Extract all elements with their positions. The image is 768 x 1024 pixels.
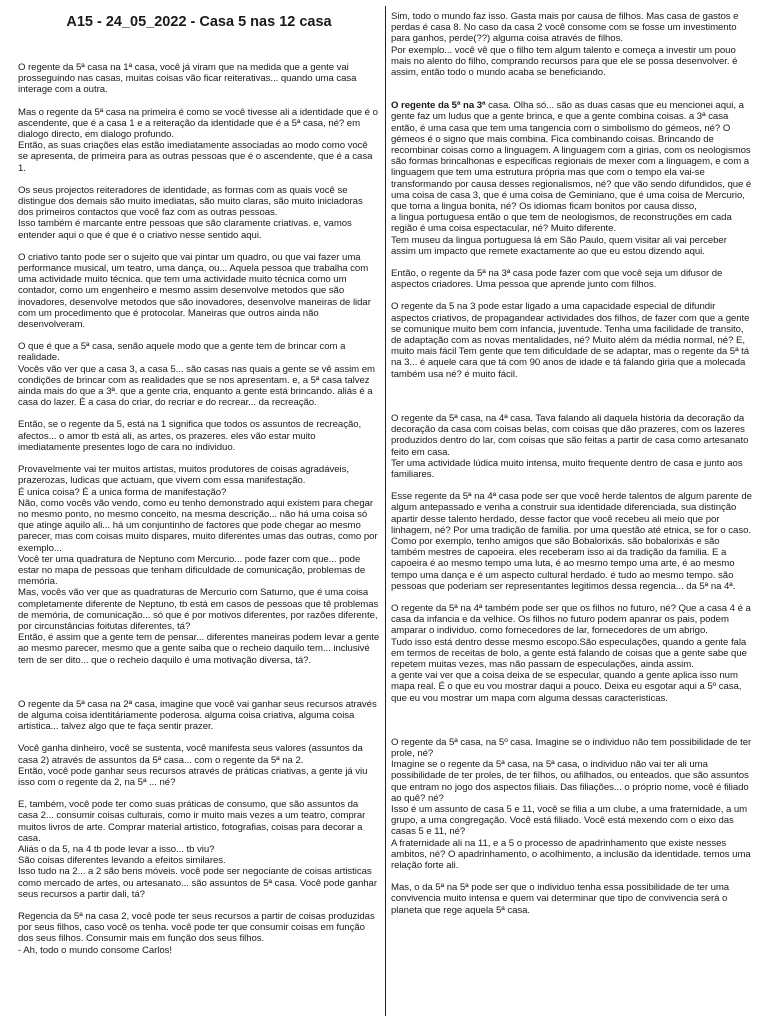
- paragraph: O regente da 5ª na 4ª também pode ser que os filhos no futuro, né? Que a casa 4 é a casa da infancia e da velhice. Os filhos no futuro podem apanrar os pais, podem amparar o individuo. como fornecedores de lar, fornecedores de um abrigo.: [391, 602, 751, 637]
- paragraph: Não, como vocês vão vendo, como eu tenho demonstrado aqui existem para chegar no mesmo ponto, no mesmo conceito, na mesma descrição... não há uma coisa só que atinge aquilo ali... há um conjuntinho de factores que pode chegar ao mesmo parecer, mas com coisas muito dispares, muito diferentes umas das outras, como por exemplo...: [18, 497, 378, 554]
- paragraph: A fraternidade ali na 11, e a 5 o processo de apadrinhamento que existe nesses ambitos, né? O apadrinhamento, o acolhimento, a inclusão da identidade. temos uma relação forte ali.: [391, 837, 751, 871]
- paragraph: a gente vai ver que a coisa deixa de se especular, quando a gente aplica isso num mapa real. É o que eu vou mostrar daqui a pouco. Deixa eu esgotar aqui a 5º casa, que eu vou mostrar um mapa com alguma dessas caracteristicas.: [391, 670, 742, 704]
- paragraph: Então, você pode ganhar seus recursos através de práticas criativas, a gente já viu isso com o regente da 2, na 5ª ... né?: [18, 765, 368, 788]
- paragraph: Tem museu da lingua portuguesa lá em São Paulo, quem visitar ali vai perceber assim um impacto que remete exactamente ao que eu estou dizendo aqui.: [391, 234, 727, 257]
- paragraph: Mas o regente da 5ª casa na primeira é como se você tivesse ali a identidade que é o ascendente, que é a casa 1 e a reiteração da identidade que é a 5ª casa, né? em dialogo directo, em dialogo profundo.: [18, 106, 378, 141]
- paragraph: Ter uma actividade lúdica muito intensa, muito frequente dentro de casa e junto aos familiares.: [391, 457, 743, 480]
- paragraph: Então, o regente da 5ª na 3ª casa pode fazer com que você seja um difusor de aspectos criadores. Uma pessoa que aprende junto com filhos.: [391, 268, 723, 291]
- paragraph: Por exemplo... você vê que o filho tem algum talento e começa a investir um pouo mais no alento do filho, comprando recursos para que ele se possa desenvolver. é assim, então todo o mundo acaba se beneficiando.: [391, 44, 738, 79]
- paragraph: Esse regente da 5ª na 4ª casa pode ser que você herde talentos de algum parente de algum antepassado e venha a construir sua identidade diferenciada, sua distinção apartir desse talento herdado, desse factor que você recebeu ali meio que por linhagem, né? Por uma tradição de familia. por uma questão até etnica, se for o caso. Como por exemplo, tenho amigos que são Bobalorixás. são bobalorixás e são também mestres de capoeira. eles receberam isso ai da tradição da familia. E a capoeira é ao mesmo tempo uma luta, é ao mesmo tempo uma arte, é ao mesmo tempo uma dança e é um aspecto cultural herdado. é tudo ao mesmo tempo. são pessoas que poderiam ser representantes legitimos dessa regencia... da 5ª na 4ª.: [391, 491, 752, 592]
- right-column: [391, 11, 753, 1014]
- paragraph: Então, é assim que a gente tem de pensar... diferentes maneiras podem levar a gente ao mesmo parecer, mesmo que a gente saiba que o recheio daquilo tem... inclusivé tem de ser dito... que o recheio daquilo é uma motivação diversa, tá?.: [18, 632, 380, 666]
- paragraph: Provavelmente vai ter muitos artistas, muitos produtores de coisas agradáveis, prazerozas, ludicas que actuam, que vivem com essa manifestação.: [18, 464, 349, 487]
- paragraph: São coisas diferentes levando a efeitos similares.: [18, 855, 226, 867]
- paragraph: O criativo tanto pode ser o sujeito que vai pintar um quadro, ou que vai fazer uma performance musical, um teatro, uma dança, ou... Aquela pessoa que trabalha com uma actividade muito técnica. que tem uma actividade muito técnica como um contador, como um engenheiro e mesmo assim desenvolve metodos que são inovadores, desenvolve metodos que são inovadores, desenvolve maneiras de lidar com um procedimento que é protocolar. Maneiras que outros ainda não desenvolveram.: [18, 251, 371, 331]
- paragraph: Sim, todo o mundo faz isso. Gasta mais por causa de filhos. Mas casa de gastos e perdas é casa 8. No caso da casa 2 você consome com se fosse um investimento para ganhos, perde(??) alguma coisa através de filhos.: [391, 11, 739, 45]
- column-divider: [385, 6, 386, 1016]
- paragraph: Tudo isso está dentro desse mesmo escopo.São especulações, quando a gente fala em termos de receitas de bolo, a gente está falando de coisas que a gente sabe que repetem muitas vezes, mas não passam de especulações, ainda assim.: [391, 636, 747, 670]
- paragraph: E, também, você pode ter como suas práticas de consumo, que são assuntos da casa 2... consumir coisas culturais, como ir muito mais vezes a um teatro, comprar muitos livros de arte. Comprar material artistico, fotografias, coisas para decorar a casa.: [18, 799, 366, 844]
- paragraph: É unica coisa? É a unica forma de manifestação?: [18, 486, 227, 498]
- paragraph: Então, se o regente da 5, está na 1 significa que todos os assuntos de recreação, afectos... o amor tb está ali, as artes, os prazeres. eles vão estar muito imediatamente presentes logo de cara no individuo.: [18, 419, 362, 453]
- paragraph: O que é que a 5ª casa, senão aquele modo que a gente tem de brincar com a realidade.: [18, 341, 346, 364]
- paragraph: Então, as suas criações elas estão imediatamente associadas ao modo como você se apresenta, de primeira para as outras pessoas que é o ascendente, que é a casa 1.: [18, 140, 373, 174]
- paragraph: Você ter uma quadratura de Neptuno com Mercurio... pode fazer com que... pode estar no mapa de pessoas que tenham dificuldade de comunicação, problemas de memória.: [18, 553, 366, 588]
- paragraph: O regente da 5ª casa, na 5º casa. Imagine se o individuo não tem possibilidade de ter prole, né?: [391, 736, 752, 759]
- paragraph: O regente da 5ª casa na 1ª casa, você já viram que na medida que a gente vai prosseguindo nas casas, muitas coisas vão ficar reiterativas... quando uma casa interage com a outra.: [18, 62, 357, 96]
- paragraph: O regente da 5ª casa na 2ª casa, imagine que você vai ganhar seus recursos através de alguma coisa identitáriamente poderosa. alguma coisa criativa, alguma coisa artistica... talvez algo que te faça sentir prazer.: [18, 698, 377, 733]
- paragraph: Mas, vocês vão ver que as quadraturas de Mercurio com Saturno, que é uma coisa completamente diferente de Neptuno, tb está em casos de pessoas que tê problemas de memória, de comunicação... só que é por motivos diferentes, por razões diferente, por circunstâncias foitutas diferentes, tá?: [18, 587, 379, 632]
- paragraph: Aliás o da 5, na 4 tb pode levar a isso... tb viu?: [18, 843, 215, 855]
- paragraph: Imagine se o regente da 5ª casa, na 5ª casa, o individuo não vai ter ali uma possibilidade de ter proles, de ter filhos, ou afilhados, ou enteados. que são assuntos que entram no jogo dos aspectos filiais. Das filiações... o próprio nome, você é filiado ao quê? né?: [391, 759, 749, 804]
- paragraph: a lingua portuguesa então o que tem de neologismos, de reconstruções em cada região é uma coisa espectacular, né? Muito diferente.: [391, 212, 732, 235]
- left-column: [18, 10, 380, 1014]
- document-title: A15 - 24_05_2022 - Casa 5 nas 12 casa: [66, 14, 332, 30]
- paragraph: Mas, o da 5ª na 5ª pode ser que o individuo tenha essa possibilidade de ter uma convivencia muito intensa e quem vai determinar que tipo de convivencia será o planeta que rege aquela 5ª casa.: [391, 882, 730, 916]
- paragraph: Os seus projectos reiteradores de identidade, as formas com as quais você se distingue dos demais são muito imediatas, são muito claras, são muito iniciadoras dos primeiros contactos que você faz com as outras pessoas.: [18, 184, 363, 219]
- paragraph: Você ganha dinheiro, você se sustenta, você manifesta seus valores (assuntos da casa 2) através de assuntos da 5ª casa... com o regente da 5ª na 2.: [18, 743, 363, 766]
- paragraph: Isso tudo na 2... a 2 são bens móveis. você pode ser negociante de coisas artisticas como mercado de artes, ou artesanato... são assuntos de 5ª casa. Você pode ganhar seus recursos a partir dali, tá?: [18, 866, 377, 900]
- paragraph: Isso também é marcante entre pessoas que são claramente criativas. e, vamos entender aqui o que é que é o criativo nesse sentido aqui.: [18, 218, 352, 241]
- paragraph: Regencia da 5ª na casa 2, você pode ter seus recursos a partir de coisas produzidas por seus filhos, caso você os tenha. você pode ter que consumir coisas em função dos seus filhos. Consumir mais em função dos seus filhos.: [18, 911, 375, 945]
- paragraph: Isso é um assunto de casa 5 e 11, você se filia a um clube, a uma fraternidade, a um grupo, a uma congregação. Você está filiado. Você está mexendo com o eixo das casas 5 e 11, né?: [391, 803, 748, 838]
- paragraph-text: casa. Olha só... são as duas casas que eu mencionei aqui, a gente faz um ludus que a gente brinca, e que a gente combina coisas. a 3ª casa então, é uma casa que tem uma tangencia com o simbolismo do gémeos, né? O gémeos é o signo que mais combina. Fica combinando coisas. Brincando de recombinar coisas como a linguagem. A linguagem com a girias, com os neologismos são formas brincalhonas e especificas regionais de mexer com a linguagem, e com a linguagem que tem uma estrutura própria mas que com o tempo ela vai-se transformando por causa desses regionalismos, né? que vão sendo difundidos, que é uma coisa de casa 3, que é uma coisa de Geminiano, que é uma coisa de Mercurio, que torna a lingua bonita, né? Os idiomas ficam bonitos por causa disso,: [391, 100, 752, 213]
- paragraph: Vocês vão ver que a casa 3, a casa 5... são casas nas quais a gente se vê assim em condições de brincar com as realidades que se nos apresentam. e, a 5ª casa talvez ainda mais do que a 3ª. que a gente cria, enquanto a gente está brincando. aliás é a casa do lazer. É a casa do criar, do recriar e do recrear... da recreação.: [18, 363, 375, 409]
- paragraph: [391, 100, 753, 212]
- paragraph: - Ah, todo o mundo consome Carlos!: [18, 944, 173, 956]
- paragraph: O regente da 5ª casa, na 4ª casa. Tava falando ali daquela história da decoração da decoração da casa com coisas belas, com coisas que dão prazeres, com os lazeres produzidos dentro do lar, com coisas que são feitas a partir de casa como artesanato feito em casa.: [391, 412, 749, 458]
- section-heading: O regente da 5ª na 3ª: [391, 100, 486, 112]
- paragraph: O regente da 5 na 3 pode estar ligado a uma capacidade especial de difundir aspectos criativos, de propagandear actividades dos filhos, de fazer com que a gente se comunique muito bem com infancia, juventude. Tenha uma facilidade de transito, de adaptação com as novas mentalidades, né? Muito além da média normal, né? E, muito mais fácil Tem gente que tem dificuldade de se adaptar, mas o regente da 5ª tá na 3... é aquele cara que tá com 90 anos de idade e tá falando giria que a molecada também usa né? é muito fácil.: [391, 301, 750, 380]
